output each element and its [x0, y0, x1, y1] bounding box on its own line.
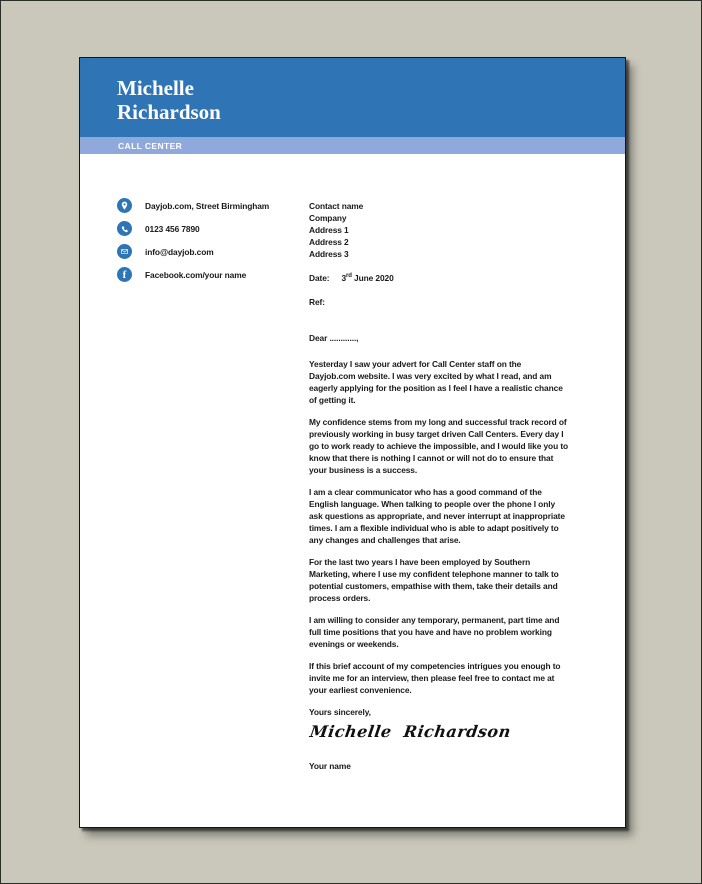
candidate-name-line1: Michelle: [117, 76, 194, 100]
body-paragraph: For the last two years I have been employed by Southern Marketing, where I use my confident telephone manner to talk to potential customers, empathise with them, take their details and process orders.: [309, 557, 559, 603]
ref-label: Ref:: [309, 297, 325, 307]
letter-body-column: [309, 200, 569, 772]
date-day: 3: [341, 273, 347, 283]
contact-text: Dayjob.com, Street Birmingham: [145, 200, 270, 211]
contact-text: 0123 456 7890: [145, 223, 200, 234]
body-paragraph: If this brief account of my competencies intrigues you enough to invite me for an interview, then please feel free to contact me at your earliest convenience.: [309, 661, 561, 695]
closing-line: Yours sincerely,: [309, 707, 371, 717]
email-icon: [117, 244, 132, 259]
candidate-name: [117, 76, 221, 124]
body-paragraph: Yesterday I saw your advert for Call Center staff on the Dayjob.com website. I was very excited by what I read, and am eagerly applying for the position as I feel I have a realistic chance of getting it.: [309, 359, 563, 405]
contact-text: Facebook.com/your name: [145, 269, 247, 280]
body-paragraph: I am willing to consider any temporary, permanent, part time and full time positions that you have and have no problem working evenings or weekends.: [309, 615, 560, 649]
letter-paragraphs: [309, 358, 569, 696]
recipient-line: Address 2: [309, 237, 349, 247]
candidate-name-line2: Richardson: [117, 100, 221, 124]
recipient-address-block: [309, 200, 569, 260]
date-line: [309, 272, 569, 284]
contact-text: info@dayjob.com: [145, 246, 214, 257]
recipient-line: Company: [309, 213, 347, 223]
body-paragraph: My confidence stems from my long and successful track record of previously working in busy target driven Call Centers. Every day I go to work ready to achieve the impossible, and I would like you to know that there is nothing I cannot or will not do to ensure that your business is a success.: [309, 417, 569, 475]
signature: Michelle Richardson: [308, 722, 513, 741]
recipient-line: Address 1: [309, 225, 349, 235]
contact-row: [117, 221, 297, 236]
contact-column: [117, 198, 297, 290]
location-pin-icon: [117, 198, 132, 213]
job-title-label: CALL CENTER: [118, 140, 183, 151]
recipient-line: Address 3: [309, 249, 349, 259]
phone-icon: [117, 221, 132, 236]
cover-letter-page: [79, 57, 626, 828]
date-label: Date:: [309, 273, 330, 283]
date-rest: June 2020: [351, 273, 394, 283]
body-paragraph: I am a clear communicator who has a good command of the English language. When talking to people over the phone I only ask questions as appropriate, and never interrupt at inappropriate times. I am a flexible individual who is able to adapt positively to any changes and challenges that arise.: [309, 487, 565, 545]
salutation: Dear ............,: [309, 333, 359, 343]
sender-name-placeholder: Your name: [309, 761, 351, 771]
job-title-band: [80, 137, 625, 154]
facebook-icon: f: [117, 267, 132, 282]
recipient-line: Contact name: [309, 201, 364, 211]
contact-row: [117, 267, 297, 282]
date-ordinal: rd: [346, 273, 352, 280]
contact-row: [117, 244, 297, 259]
contact-row: [117, 198, 297, 213]
letter-header: [80, 58, 625, 137]
